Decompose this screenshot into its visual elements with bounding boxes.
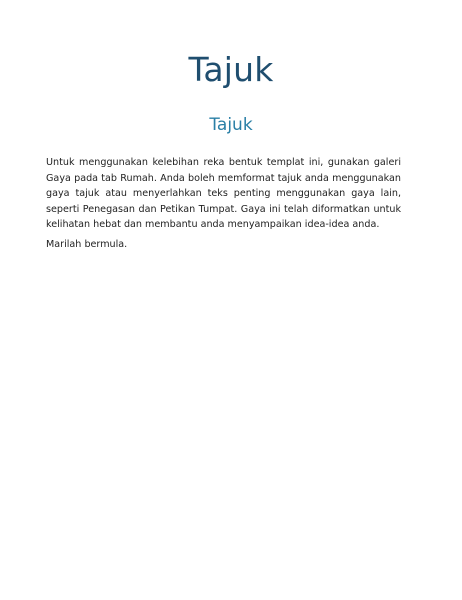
document-title[interactable]: Tajuk bbox=[188, 50, 274, 89]
document-body[interactable] bbox=[46, 155, 401, 257]
body-paragraph[interactable]: Untuk menggunakan kelebihan reka bentuk templat ini, gunakan galeri Gaya pada tab Rumah. Anda boleh memformat tajuk anda menggunakan gaya tajuk atau menyerlahkan teks penting menggunakan gaya lain, seperti Penegasan dan Petikan Tumpat. Gaya ini telah diformatkan untuk kelihatan hebat dan membantu anda menyampaikan idea-idea anda. bbox=[46, 157, 401, 231]
document-heading[interactable]: Tajuk bbox=[209, 115, 253, 135]
body-paragraph[interactable]: Marilah bermula. bbox=[46, 238, 128, 250]
